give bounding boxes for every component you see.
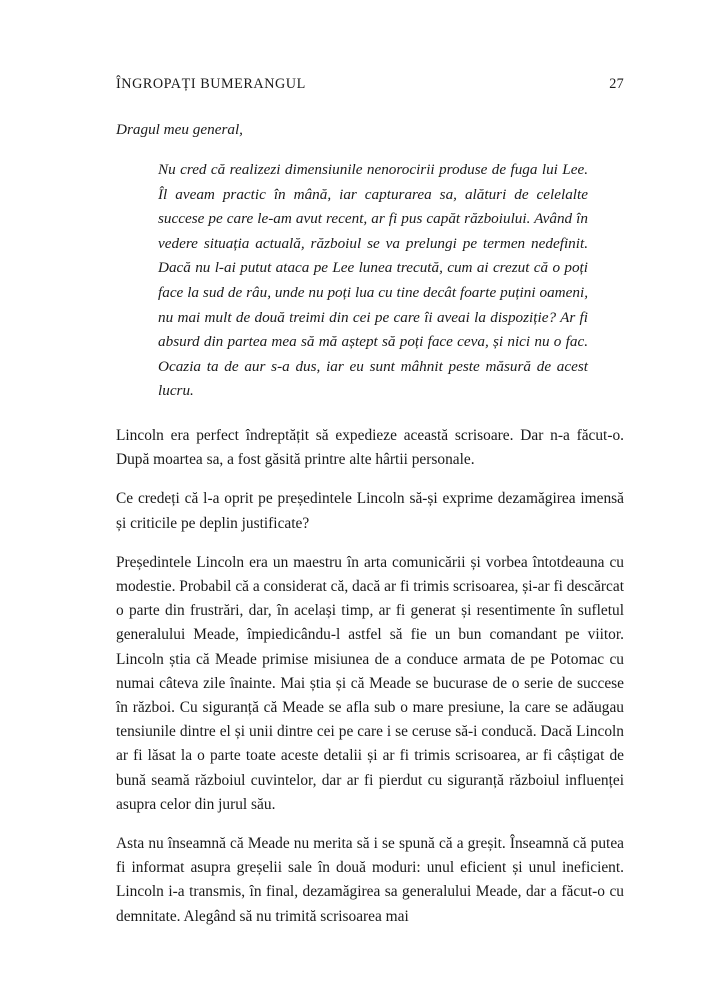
body-paragraph-2: Ce credeți că l-a oprit pe președintele Lincoln să-și exprime dezamăgirea imensă și criticile pe deplin justificate? <box>116 490 624 532</box>
text-column <box>116 118 624 929</box>
body-paragraph-3: Președintele Lincoln era un maestru în arta comunicării și vorbea întotdeauna cu modestie. Probabil că a considerat că, dacă ar fi trimis scrisoarea, și-ar fi descărcat o parte din frustrări, dar, în același timp, ar fi generat și resentimente în sufletul generalului Meade, împiedicându-l astfel să fie un bun comandant pe viitor. Lincoln știa că Meade primise misiunea de a conduce armata de pe Potomac cu numai câteva zile înainte. Mai știa și că Meade se bucurase de o serie de succese în război. Cu siguranță că Meade se afla sub o mare presiune, la care se adăugau tensiunile dintre el și unii dintre cei pe care i se ceruse să-i conducă. Dacă Lincoln ar fi lăsat la o parte toate aceste detalii și ar fi trimis scrisoarea, ar fi câștigat de bună seamă războiul cuvintelor, dar ar fi pierdut cu siguranță războiul influenței asupra celor din jurul său. <box>116 553 624 813</box>
body-paragraph-1: Lincoln era perfect îndreptățit să expedieze această scrisoare. Dar n-a făcut-o. După moartea sa, a fost găsită printre alte hârtii personale. <box>116 426 624 469</box>
running-head-chapter-title: ÎNGROPAȚI BUMERANGUL <box>116 76 306 92</box>
letter-blockquote <box>116 158 624 404</box>
letter-salutation: Dragul meu general, <box>116 121 243 138</box>
running-head <box>116 76 624 93</box>
letter-blockquote-text: Nu cred că realizezi dimensiunile nenorocirii produse de fuga lui Lee. Îl aveam practic în mână, iar capturarea sa, alături de celelalte succese pe care le-am avut recent, ar fi pus capăt războiului. Având în vedere situația actuală, războiul se va prelungi pe termen nedefinit. Dacă nu l-ai putut ataca pe Lee lunea trecută, cum ai crezut că o poți face la sud de râu, unde nu poți lua cu tine decât foarte puțini oameni, nu mai mult de două treimi din cei pe care îi aveai la dispoziție? Ar fi absurd din partea mea să mă aștept să poți face ceva, și nici nu o fac. Ocazia ta de aur s-a dus, iar eu sunt mâhnit peste măsură de acest lucru. <box>158 161 588 400</box>
page-number: 27 <box>609 76 624 92</box>
body-paragraph-4: Asta nu înseamnă că Meade nu merita să i se spună că a greșit. Înseamnă că putea fi informat asupra greșelii sale în două moduri: unul eficient și unul ineficient. Lincoln i-a transmis, în final, dezamăgirea sa generalului Meade, dar a făcut-o cu demnitate. Alegând să nu trimită scrisoarea mai <box>116 834 624 925</box>
